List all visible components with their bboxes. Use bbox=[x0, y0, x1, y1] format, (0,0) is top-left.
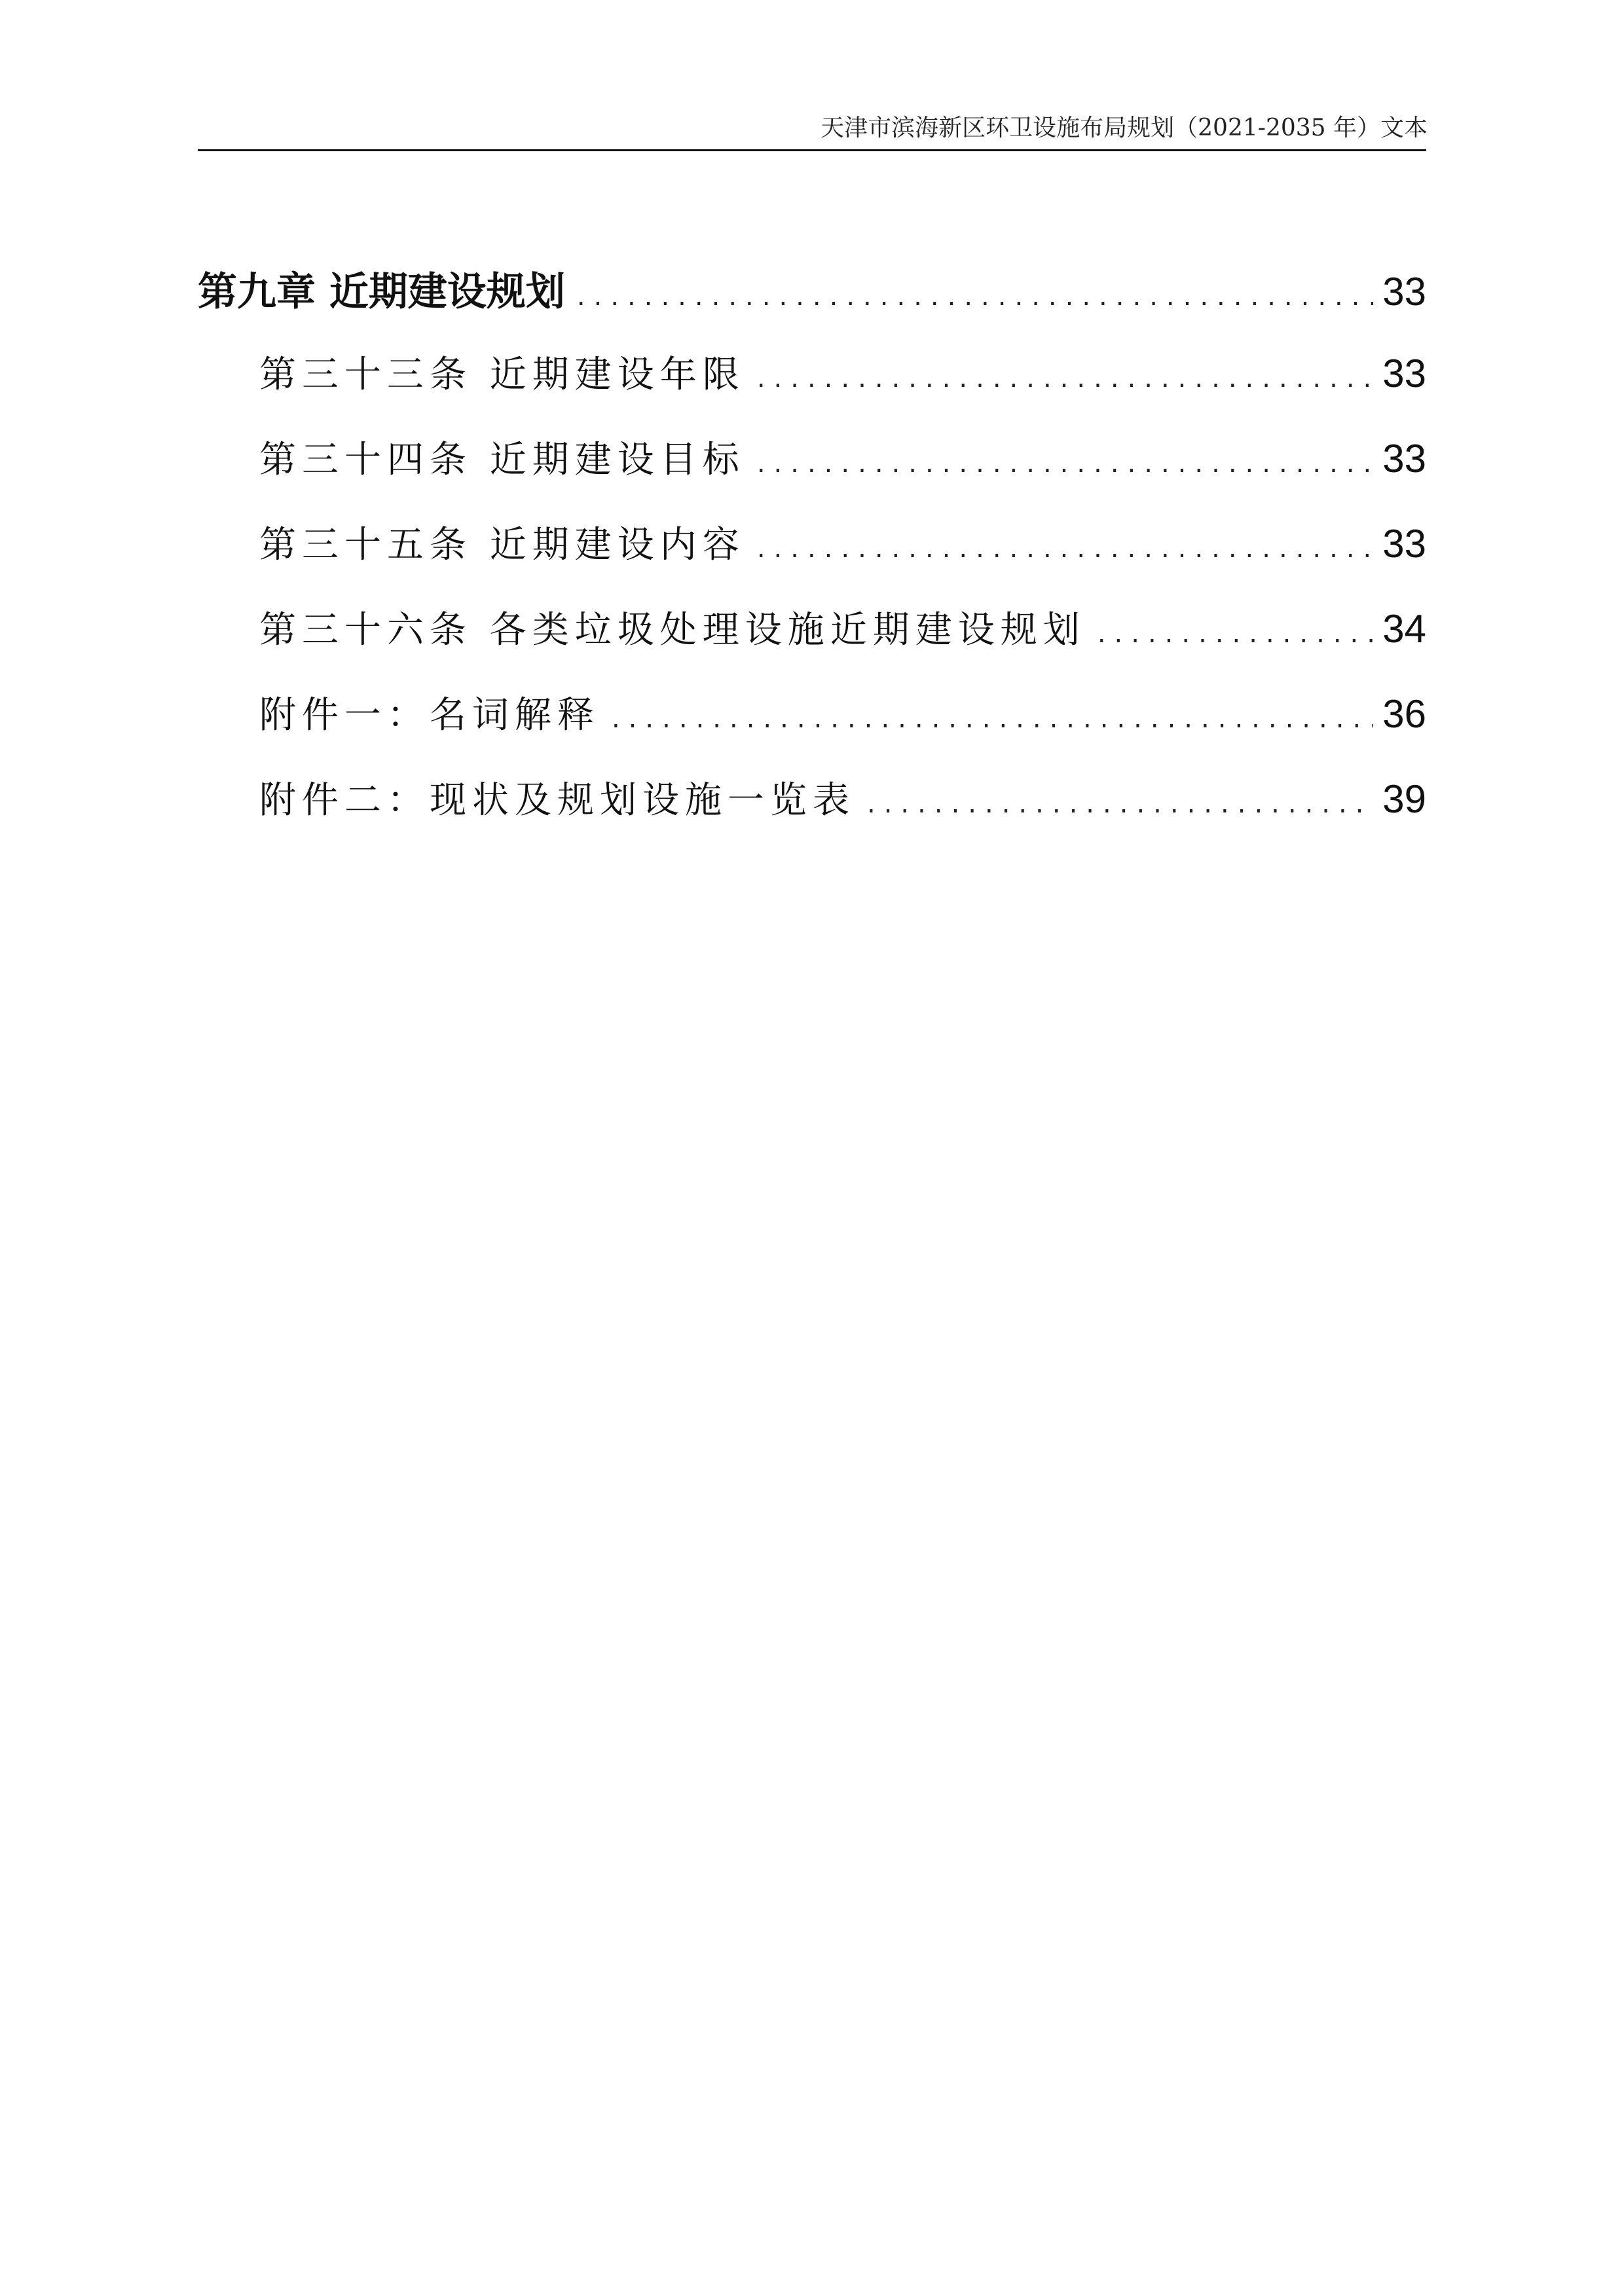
toc-entry-row[interactable] bbox=[198, 771, 1426, 856]
toc-entry-row[interactable] bbox=[198, 686, 1426, 771]
toc-page-number: 39 bbox=[1382, 777, 1426, 821]
toc-entry-row[interactable] bbox=[198, 431, 1426, 516]
toc-page-number: 33 bbox=[1382, 437, 1426, 481]
toc-leader-dots bbox=[757, 448, 1373, 479]
toc-entry-label: 第三十五条 近期建设内容 bbox=[259, 524, 745, 566]
toc-leader-dots bbox=[867, 789, 1373, 819]
toc-entry-label: 第三十六条 各类垃圾处理设施近期建设规划 bbox=[259, 609, 1086, 651]
toc-leader-dots bbox=[757, 534, 1373, 564]
toc-leader-dots bbox=[757, 363, 1373, 393]
table-of-contents bbox=[198, 261, 1426, 856]
toc-page-number: 36 bbox=[1382, 692, 1426, 736]
running-header: 天津市滨海新区环卫设施布局规划（2021-2035 年）文本 bbox=[821, 115, 1428, 141]
toc-leader-dots bbox=[577, 282, 1373, 312]
toc-leader-dots bbox=[612, 704, 1373, 734]
toc-entry-label: 第三十三条 近期建设年限 bbox=[259, 354, 745, 396]
toc-entry-label: 附件二：现状及规划设施一览表 bbox=[259, 779, 855, 822]
toc-entry-label: 附件一：名词解释 bbox=[259, 694, 600, 737]
toc-page-number: 34 bbox=[1382, 607, 1426, 651]
toc-entry-row[interactable] bbox=[198, 601, 1426, 686]
header-rule bbox=[198, 149, 1426, 151]
toc-leader-dots bbox=[1098, 619, 1373, 649]
toc-page-number: 33 bbox=[1382, 522, 1426, 566]
toc-entry-row[interactable] bbox=[198, 516, 1426, 601]
toc-page-number: 33 bbox=[1382, 270, 1426, 314]
toc-page-number: 33 bbox=[1382, 352, 1426, 395]
toc-chapter-row[interactable] bbox=[198, 261, 1426, 346]
toc-entry-label: 第三十四条 近期建设目标 bbox=[259, 439, 745, 481]
toc-chapter-label: 第九章 近期建设规划 bbox=[198, 269, 565, 315]
toc-entry-row[interactable] bbox=[198, 346, 1426, 431]
